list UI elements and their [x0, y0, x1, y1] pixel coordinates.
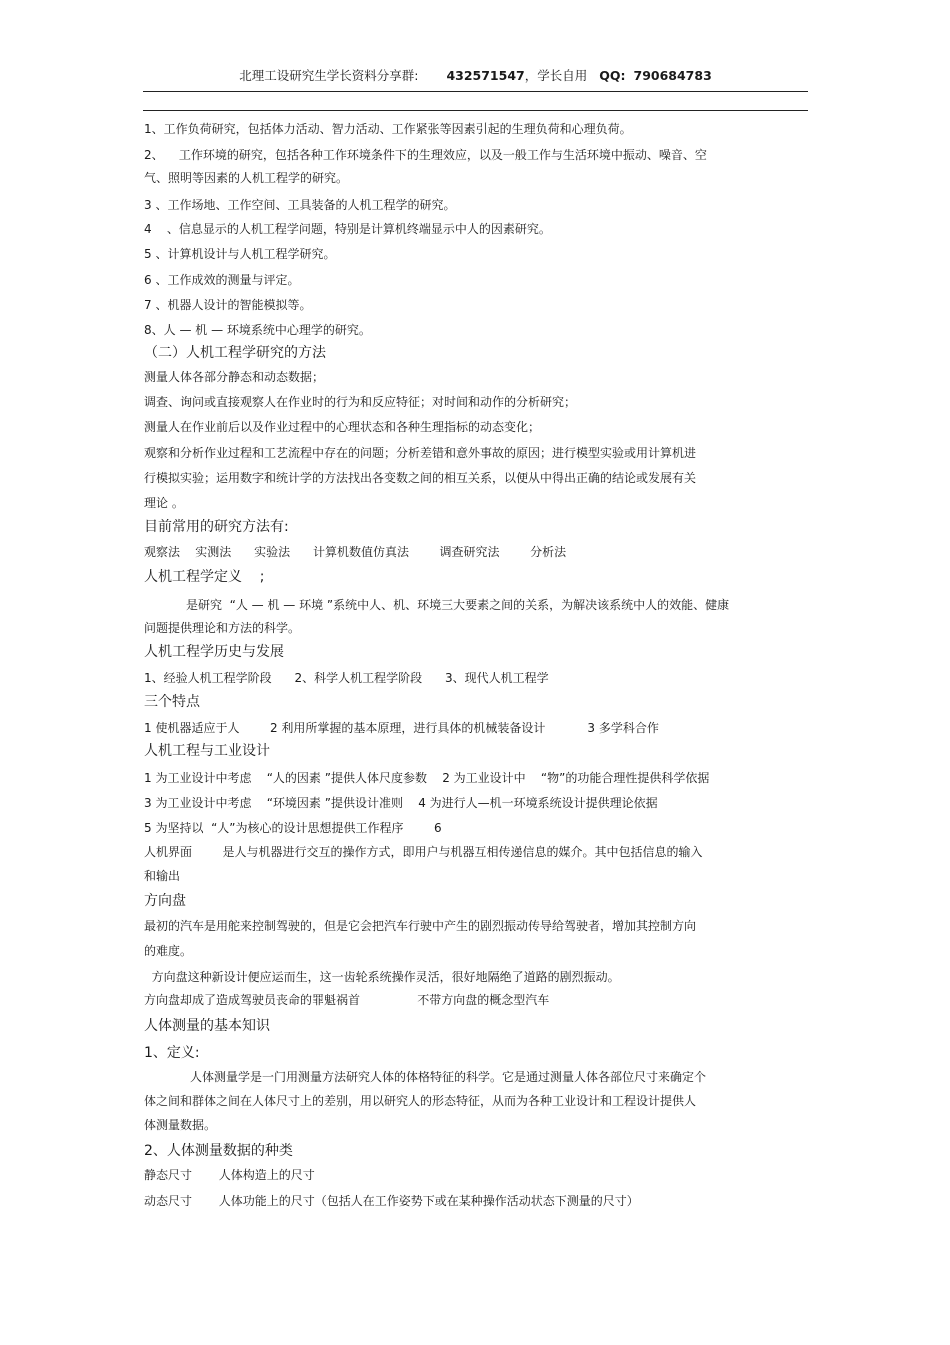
page-header	[143, 66, 808, 86]
text-line: 最初的汽车是用舵来控制驾驶的，但是它会把汽车行驶中产生的剧烈振动传导给驾驶者，增加其控制方向	[144, 919, 697, 933]
text-line: 人机界面 是人与机器进行交互的操作方式，即用户与机器互相传递信息的媒介。其中包括信息的输入	[144, 845, 703, 859]
text-line: 人体测量学是一门用测量方法研究人体的体格特征的科学。它是通过测量人体各部位尺寸来确定个	[190, 1070, 707, 1084]
section-heading: 人体测量的基本知识	[144, 1018, 270, 1034]
text-line: 4 、信息显示的人机工程学问题，特别是计算机终端显示中人的因素研究。	[144, 222, 551, 236]
text-line: 观察法 实测法 实验法 计算机数值仿真法 调查研究法 分析法	[144, 545, 567, 559]
text-line: 动态尺寸 人体功能上的尺寸（包括人在工作姿势下或在某种操作活动状态下测量的尺寸）	[144, 1194, 639, 1208]
text-line: 3 为工业设计中考虑 “环境因素 ”提供设计准则 4 为进行人—机一环境系统设计提供理论依据	[144, 796, 658, 810]
text-line: 2、 工作环境的研究，包括各种工作环境条件下的生理效应，以及一般工作与生活环境中振动、噪音、空	[144, 148, 707, 162]
text-line: 1 为工业设计中考虑 “人的因素 ”提供人体尺度参数 2 为工业设计中 “物”的功能合理性提供科学依据	[144, 771, 710, 785]
section-heading: 人机工程与工业设计	[144, 743, 270, 759]
text-line: 体之间和群体之间在人体尺寸上的差别，用以研究人的形态特征，从而为各种工业设计和工程设计提供人	[144, 1094, 697, 1108]
text-line: 5 、计算机设计与人机工程学研究。	[144, 247, 336, 261]
text-line: 方向盘这种新设计便应运而生，这一齿轮系统操作灵活，很好地隔绝了道路的剧烈振动。	[144, 970, 620, 984]
header-rule-top	[143, 91, 808, 92]
section-heading: 目前常用的研究方法有:	[144, 519, 289, 535]
text-line: 3 、工作场地、工作空间、工具装备的人机工程学的研究。	[144, 198, 456, 212]
section-heading: 1、定义:	[144, 1045, 200, 1061]
section-heading: 人机工程学定义 ;	[144, 569, 265, 585]
header-mid: ，学长自用	[524, 68, 588, 83]
text-line: 问题提供理论和方法的科学。	[144, 621, 301, 635]
text-line: 和输出	[144, 869, 181, 883]
section-heading: （二）人机工程学研究的方法	[144, 345, 326, 361]
section-heading: 方向盘	[144, 893, 186, 909]
text-line: 调查、询问或直接观察人在作业时的行为和反应特征；对时间和动作的分析研究；	[144, 395, 577, 409]
text-line: 1、工作负荷研究，包括体力活动、智力活动、工作紧张等因素引起的生理负荷和心理负荷。	[144, 122, 632, 136]
section-heading: 2、人体测量数据的种类	[144, 1143, 293, 1159]
text-line: 5 为坚持以 “人”为核心的设计思想提供工作程序 6	[144, 821, 442, 835]
text-line: 观察和分析作业过程和工艺流程中存在的问题；分析差错和意外事故的原因；进行模型实验或用计算机进	[144, 446, 697, 460]
text-line: 静态尺寸 人体构造上的尺寸	[144, 1168, 315, 1182]
header-group-number: 432571547	[446, 68, 525, 83]
text-line: 方向盘却成了造成驾驶员丧命的罪魁祸首 不带方向盘的概念型汽车	[144, 993, 550, 1007]
text-line: 测量人体各部分静态和动态数据；	[144, 370, 325, 384]
text-line: 理论 。	[144, 496, 184, 510]
text-line: 测量人在作业前后以及作业过程中的心理状态和各种生理指标的动态变化；	[144, 420, 541, 434]
text-line: 6 、工作成效的测量与评定。	[144, 273, 300, 287]
text-line: 7 、机器人设计的智能模拟等。	[144, 298, 312, 312]
header-qq-label: QQ:	[599, 68, 626, 83]
text-line: 8、人 — 机 — 环境系统中心理学的研究。	[144, 323, 371, 337]
text-line: 体测量数据。	[144, 1118, 217, 1132]
header-prefix: 北理工设研究生学长资料分享群:	[239, 68, 419, 83]
header-rule-bottom	[143, 110, 808, 111]
text-line: 的难度。	[144, 944, 193, 958]
section-heading: 人机工程学历史与发展	[144, 644, 284, 660]
section-heading: 三个特点	[144, 694, 200, 710]
text-line: 行模拟实验；运用数字和统计学的方法找出各变数之间的相互关系，以便从中得出正确的结论或发展有关	[144, 471, 697, 485]
text-line: 1、经验人机工程学阶段 2、科学人机工程学阶段 3、现代人机工程学	[144, 671, 549, 685]
text-line: 是研究 “人 — 机 — 环境 ”系统中人、机、环境三大要素之间的关系，为解决该系统中人的效能、健康	[186, 598, 730, 612]
text-line: 气、照明等因素的人机工程学的研究。	[144, 171, 349, 185]
text-line: 1 使机器适应于人 2 利用所掌握的基本原理，进行具体的机械装备设计 3 多学科合作	[144, 721, 659, 735]
header-qq-number: 790684783	[633, 68, 712, 83]
